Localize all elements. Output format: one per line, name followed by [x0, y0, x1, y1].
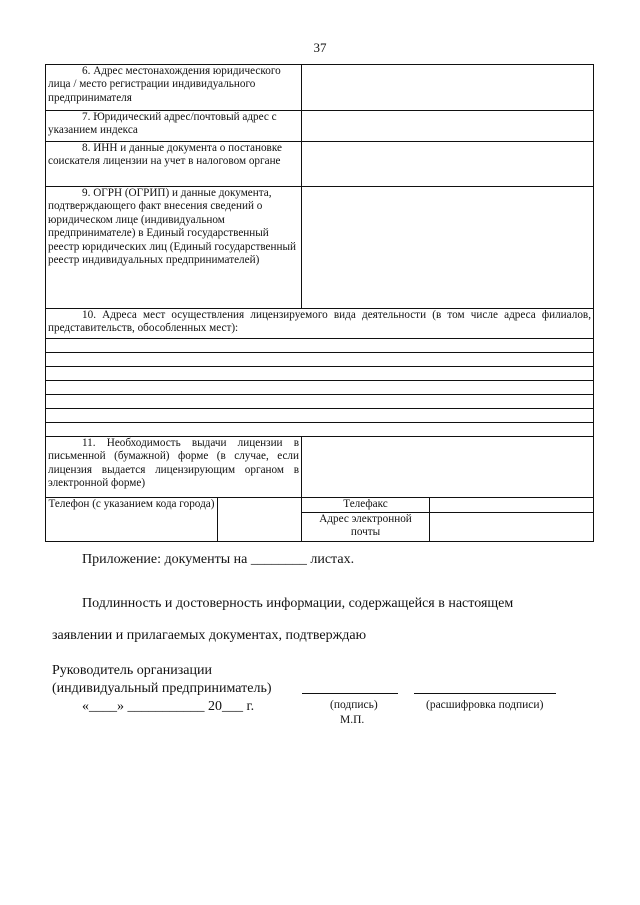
row-11-label: 11. Необходимость выдачи лицензии в письменной (бумажной) форме (в случае, если лицензия выдается лицензирующим органом в электронной форме) — [46, 437, 302, 498]
row-10 — [46, 309, 594, 339]
address-line-field[interactable] — [46, 381, 594, 395]
row-11 — [46, 437, 594, 498]
phone-value[interactable] — [218, 498, 302, 542]
row-9 — [46, 187, 594, 309]
row-7-label: 7. Юридический адрес/почтовый адрес с указанием индекса — [46, 111, 302, 142]
address-line — [46, 367, 594, 381]
address-line — [46, 409, 594, 423]
address-line — [46, 423, 594, 437]
address-line-field[interactable] — [46, 339, 594, 353]
address-line — [46, 395, 594, 409]
fax-label: Телефакс — [302, 498, 430, 513]
head-title: Руководитель организации — [52, 663, 212, 678]
page-number: 37 — [313, 40, 327, 55]
seal-caption: М.П. — [340, 714, 365, 726]
address-line-field[interactable] — [46, 367, 594, 381]
date-line: «____» ___________ 20___ г. — [82, 699, 255, 714]
decoding-caption: (расшифровка подписи) — [426, 699, 544, 711]
row-8-value[interactable] — [302, 142, 594, 187]
row-9-label: 9. ОГРН (ОГРИП) и данные документа, подтверждающего факт внесения сведений о юридическом лице (индивидуальном предпринимателе) в Единый государственный реестр юридических лиц (Единый государственный реестр индивидуальных предпринимателей) — [46, 187, 302, 309]
head-subtitle: (индивидуальный предприниматель) — [52, 681, 272, 696]
phone-label: Телефон (с указанием кода города) — [46, 498, 218, 542]
address-line-field[interactable] — [46, 395, 594, 409]
confirmation-line-2: заявлении и прилагаемых документах, подтверждаю — [52, 628, 367, 643]
decoding-rule[interactable] — [414, 693, 556, 694]
row-8 — [46, 142, 594, 187]
email-value[interactable] — [430, 513, 594, 542]
row-6-value[interactable] — [302, 65, 594, 111]
address-line — [46, 339, 594, 353]
row-7-value[interactable] — [302, 111, 594, 142]
attachment-line: Приложение: документы на ________ листах. — [82, 552, 355, 567]
address-line-field[interactable] — [46, 423, 594, 437]
row-11-value[interactable] — [302, 437, 594, 498]
signature-caption: (подпись) — [330, 699, 378, 711]
application-form-table — [45, 64, 594, 542]
address-line — [46, 381, 594, 395]
signature-rule[interactable] — [302, 693, 398, 694]
confirmation-line-1: Подлинность и достоверность информации, содержащейся в настоящем — [82, 596, 514, 611]
email-label: Адрес электронной почты — [302, 513, 430, 542]
address-line — [46, 353, 594, 367]
fax-value[interactable] — [430, 498, 594, 513]
row-8-label: 8. ИНН и данные документа о постановке соискателя лицензии на учет в налоговом органе — [46, 142, 302, 187]
row-9-value[interactable] — [302, 187, 594, 309]
address-line-field[interactable] — [46, 353, 594, 367]
row-10-label: 10. Адреса мест осуществления лицензируемого вида деятельности (в том числе адреса филиалов, представительств, обособленных мест): — [46, 309, 594, 339]
row-6 — [46, 65, 594, 111]
row-7 — [46, 111, 594, 142]
address-line-field[interactable] — [46, 409, 594, 423]
row-6-label: 6. Адрес местонахождения юридического лица / место регистрации индивидуального предпринимателя — [46, 65, 302, 111]
contacts-row — [46, 498, 594, 513]
